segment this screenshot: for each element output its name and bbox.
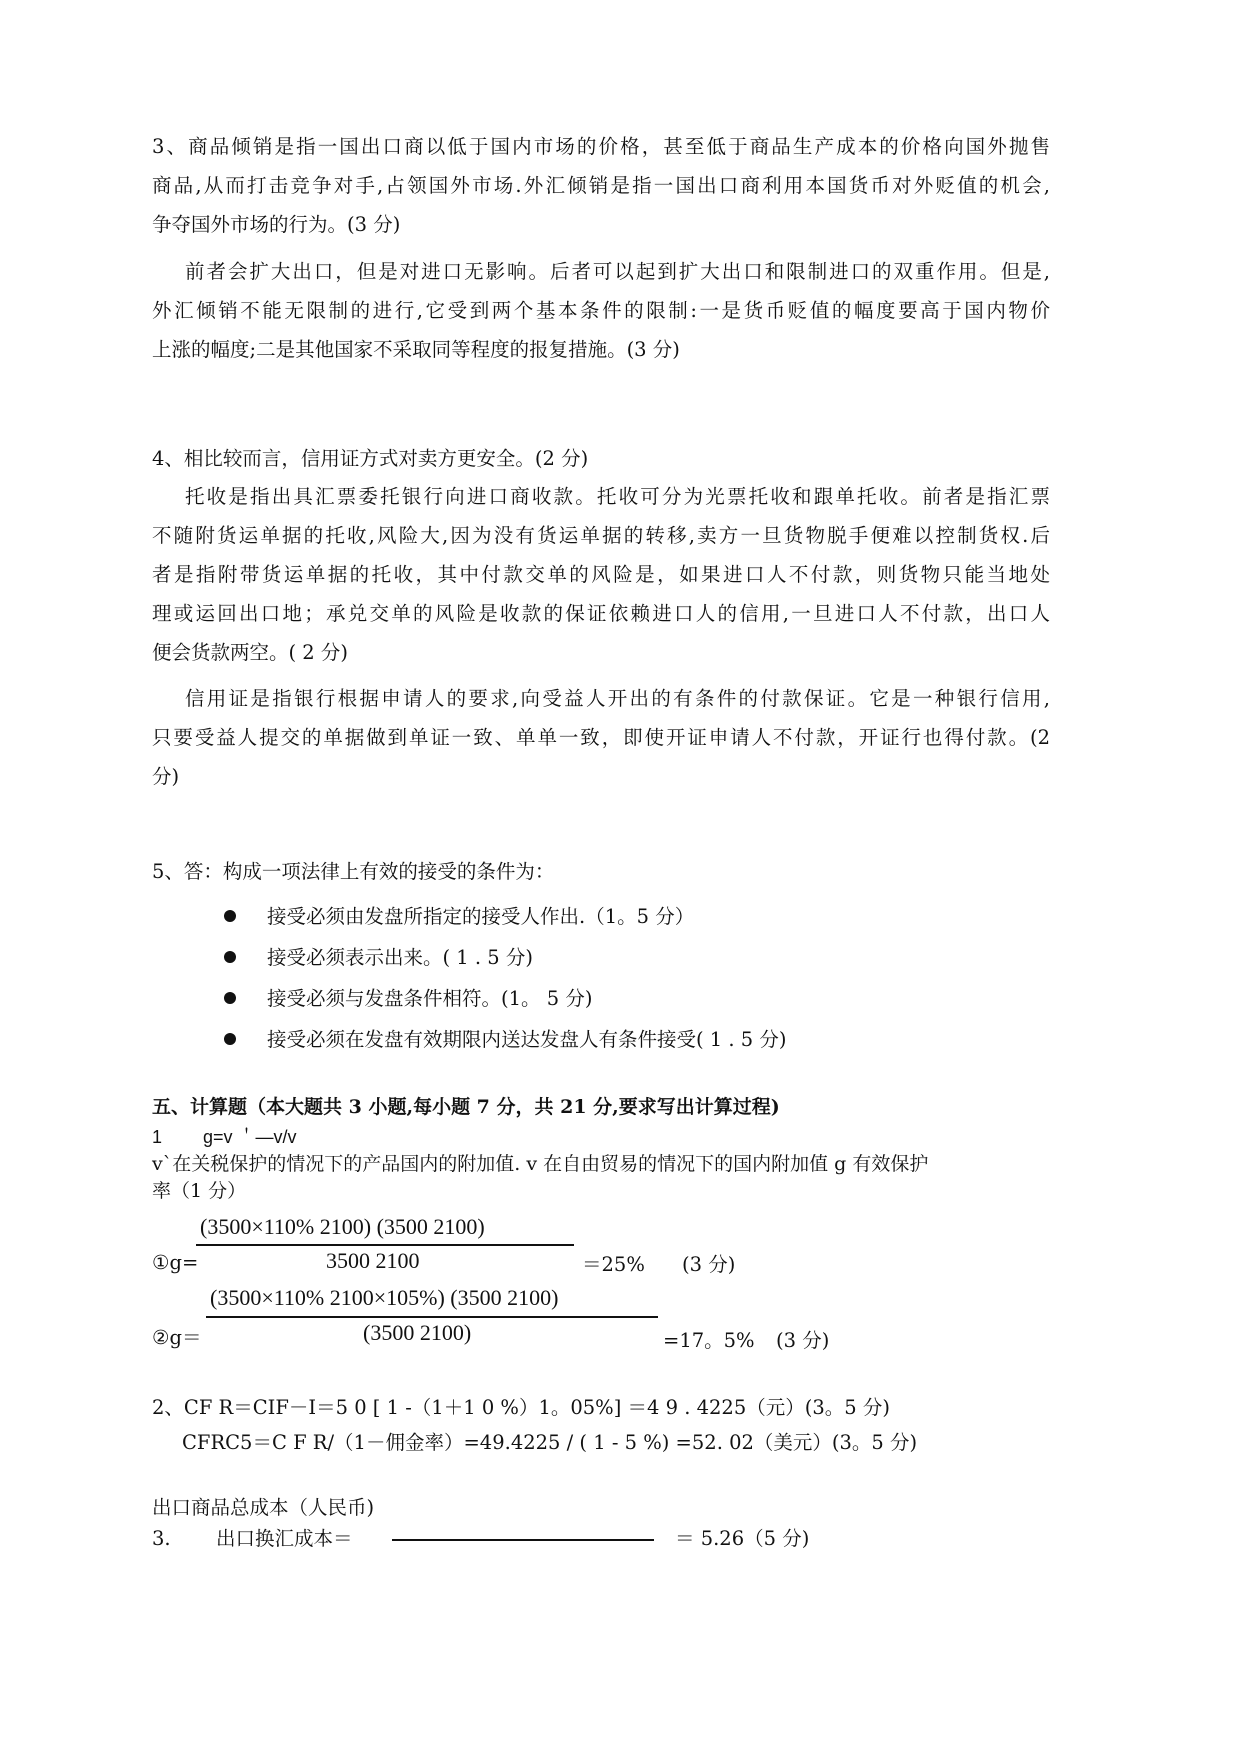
- calc3-numerator-label: 出口商品总成本（人民币): [152, 1496, 375, 1519]
- q4-line-7: 信用证是指银行根据申请人的要求,向受益人开出的有条件的付款保证。它是一种银行信用,: [185, 687, 1050, 710]
- q4-line-4: 者是指附带货运单据的托收，其中付款交单的风险是，如果进口人不付款，则货物只能当地处: [152, 563, 1050, 586]
- calc1-definition-1: v`在关税保护的情况下的产品国内的附加值. v 在自由贸易的情况下的国内附加值 g 有效保护: [152, 1153, 929, 1175]
- formula2-fraction-bar: [206, 1316, 658, 1318]
- section-heading: 五、计算题（本大题共 3 小题,每小题 7 分，共 21 分,要求写出计算过程): [152, 1096, 780, 1118]
- q5-intro: 5、答：构成一项法律上有效的接受的条件为：: [152, 860, 555, 883]
- q3-line-3: 争夺国外市场的行为。(3 分): [152, 213, 401, 236]
- bullet-icon: [224, 910, 236, 922]
- calc1-definition-2: 率（1 分）: [152, 1180, 247, 1202]
- q3-line-2: 商品,从而打击竞争对手,占领国外市场.外汇倾销是指一国出口商利用本国货币对外贬值的机会,: [152, 174, 1050, 197]
- q4-line-5: 理或运回出口地；承兑交单的风险是收款的保证依赖进口人的信用,一旦进口人不付款，出口人: [152, 602, 1050, 625]
- q4-line-6: 便会货款两空。( 2 分): [152, 641, 349, 664]
- q5-item-2: 接受必须表示出来。( 1 . 5 分): [267, 946, 534, 969]
- formula1-score: (3 分): [682, 1253, 736, 1276]
- bullet-icon: [224, 992, 236, 1004]
- q4-line-1: 4、相比较而言，信用证方式对卖方更安全。(2 分): [152, 447, 589, 470]
- q4-line-2: 托收是指出具汇票委托银行向进口商收款。托收可分为光票托收和跟单托收。前者是指汇票: [185, 485, 1050, 508]
- formula2-score: (3 分): [776, 1329, 830, 1352]
- q4-line-3: 不随附货运单据的托收,风险大,因为没有货运单据的转移,卖方一旦货物脱手便难以控制货权.后: [152, 524, 1050, 547]
- bullet-icon: [224, 951, 236, 963]
- q3-line-4: 前者会扩大出口，但是对进口无影响。后者可以起到扩大出口和限制进口的双重作用。但是,: [185, 260, 1050, 283]
- formula1-result: ＝25%: [582, 1253, 645, 1276]
- formula1-denominator: 3500 2100: [326, 1248, 420, 1273]
- calc3-result: ＝ 5.26（5 分): [675, 1527, 810, 1550]
- calc1-formula: g=v ＇—v/v: [203, 1127, 297, 1147]
- calc3-number: 3.: [152, 1527, 171, 1550]
- formula2-denominator: (3500 2100): [363, 1320, 472, 1345]
- q5-item-1: 接受必须由发盘所指定的接受人作出.（1。5 分）: [267, 905, 695, 928]
- calc3-label: 出口换汇成本＝: [216, 1527, 353, 1550]
- formula1-numerator: (3500×110% 2100) (3500 2100): [200, 1214, 485, 1239]
- bullet-icon: [224, 1033, 236, 1045]
- q5-item-4: 接受必须在发盘有效期限内送达发盘人有条件接受( 1 . 5 分): [267, 1028, 787, 1051]
- q5-item-3: 接受必须与发盘条件相符。(1。 5 分): [267, 987, 593, 1010]
- q4-line-9: 分): [152, 765, 180, 788]
- calc2-line-1: 2、CF R＝CIF－I＝5 0 [ 1 -（1＋1 0 %）1。05%] ＝4 9 . 4225（元）(3。5 分): [152, 1396, 890, 1419]
- formula2-result: =17。5%: [663, 1329, 755, 1352]
- formula1-label: ①g=: [152, 1251, 199, 1274]
- calc2-line-2: CFRC5＝C F R/（1－佣金率）=49.4225 / ( 1 - 5 %) =52. 02（美元）(3。5 分): [182, 1431, 918, 1454]
- formula2-numerator: (3500×110% 2100×105%) (3500 2100): [210, 1285, 559, 1310]
- q3-line-5: 外汇倾销不能无限制的进行,它受到两个基本条件的限制:一是货币贬值的幅度要高于国内物价: [152, 299, 1050, 322]
- q3-line-6: 上涨的幅度;二是其他国家不采取同等程度的报复措施。(3 分): [152, 338, 680, 361]
- calc3-fraction-bar: [392, 1539, 654, 1541]
- formula1-fraction-bar: [196, 1244, 574, 1246]
- calc1-number: 1: [152, 1127, 163, 1147]
- q4-line-8: 只要受益人提交的单据做到单证一致、单单一致，即使开证申请人不付款，开证行也得付款。(2: [152, 726, 1050, 749]
- formula2-label: ②g＝: [152, 1326, 202, 1349]
- q3-line-1: 3、商品倾销是指一国出口商以低于国内市场的价格，甚至低于商品生产成本的价格向国外抛售: [152, 135, 1050, 158]
